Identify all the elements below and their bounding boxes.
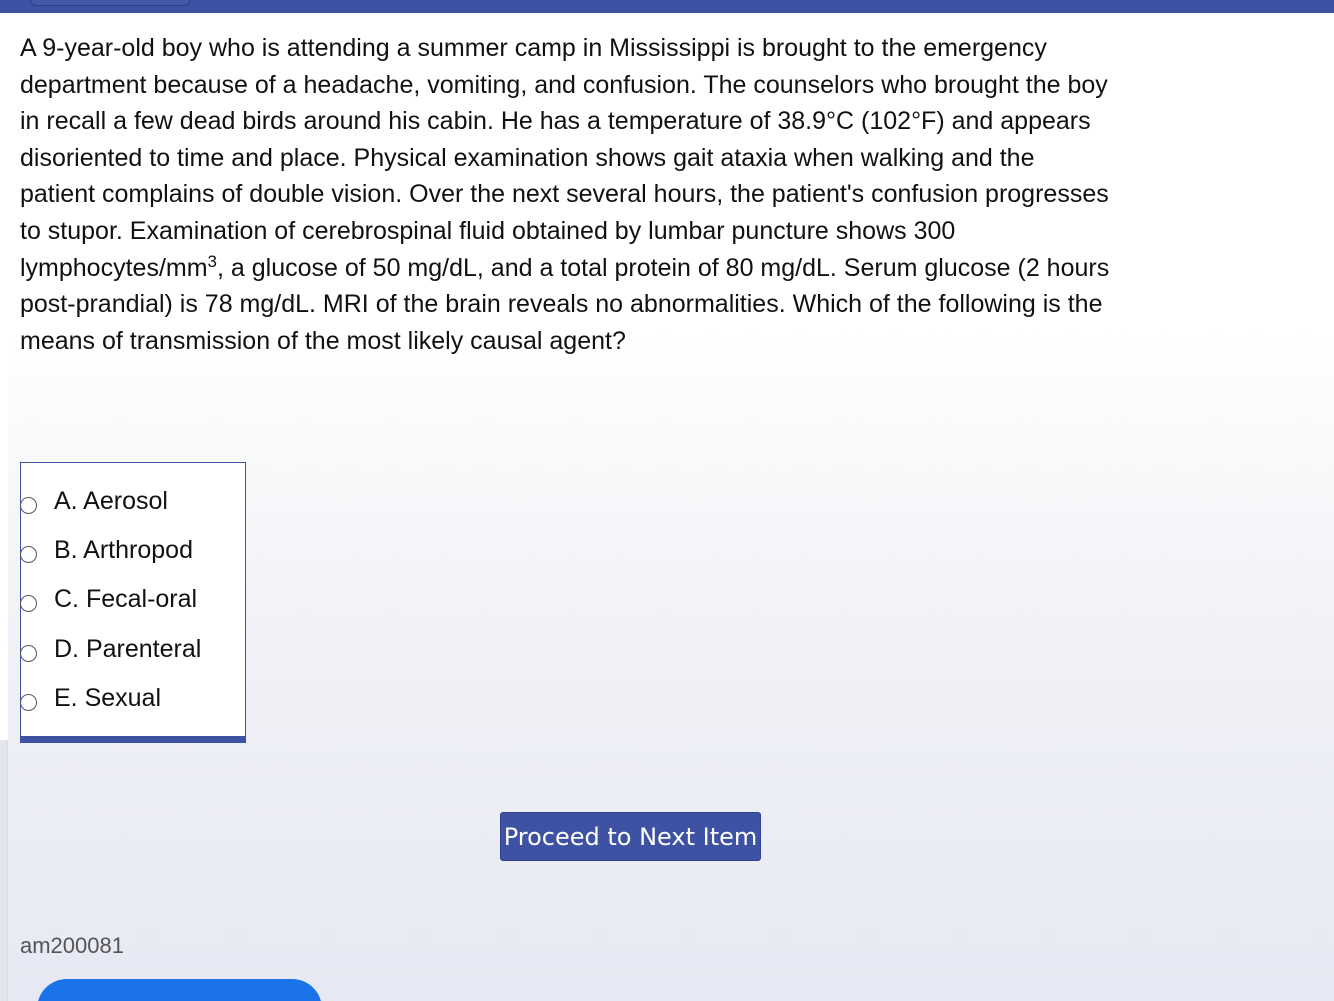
answer-option-label[interactable]: E. Sexual (54, 683, 162, 712)
answer-option-label[interactable]: B. Arthropod (54, 535, 193, 564)
answer-option-label[interactable]: A. Aerosol (54, 486, 168, 515)
radio-button-icon[interactable] (20, 595, 37, 612)
answer-option-d[interactable] (20, 629, 235, 669)
left-panel-edge-top (0, 13, 8, 740)
answer-option-a[interactable] (20, 481, 235, 521)
top-header-bar (0, 0, 1334, 13)
radio-button-icon[interactable] (20, 645, 37, 662)
bottom-action-pill[interactable] (37, 979, 322, 1001)
header-tab[interactable] (30, 0, 190, 6)
answer-option-c[interactable] (20, 579, 235, 619)
proceed-to-next-item-button[interactable]: Proceed to Next Item (500, 812, 761, 861)
answer-option-label[interactable]: D. Parenteral (54, 634, 202, 663)
answer-option-label[interactable]: C. Fecal-oral (54, 584, 198, 613)
answer-box-bottom-border (20, 736, 246, 743)
radio-button-icon[interactable] (20, 694, 37, 711)
answer-option-b[interactable] (20, 530, 235, 570)
question-stem-text-2: , a glucose of 50 mg/dL, and a total protein of 80 mg/dL. Serum glucose (2 hours post-prandial) is 78 mg/dL. MRI of the brain reveals no abnormalities. Which of the following is the means of transmission of the most likely causal agent? (20, 253, 1110, 355)
question-stem-text-1: A 9-year-old boy who is attending a summer camp in Mississippi is brought to the emergency department because of a headache, vomiting, and confusion. The counselors who brought the boy in recall a few dead birds around his cabin. He has a temperature of 38.9°C (102°F) and appears disoriented to time and place. Physical examination shows gait ataxia when walking and the patient complains of double vision. Over the next several hours, the patient's confusion progresses to stupor. Examination of cerebrospinal fluid obtained by lumbar puncture shows 300 lymphocytes/mm (20, 34, 1109, 282)
answer-option-e[interactable] (20, 678, 235, 718)
item-id-label: am200081 (20, 933, 124, 958)
radio-button-icon[interactable] (20, 497, 37, 514)
radio-button-icon[interactable] (20, 546, 37, 563)
question-stem (20, 30, 1110, 359)
question-stem-superscript: 3 (207, 251, 218, 271)
